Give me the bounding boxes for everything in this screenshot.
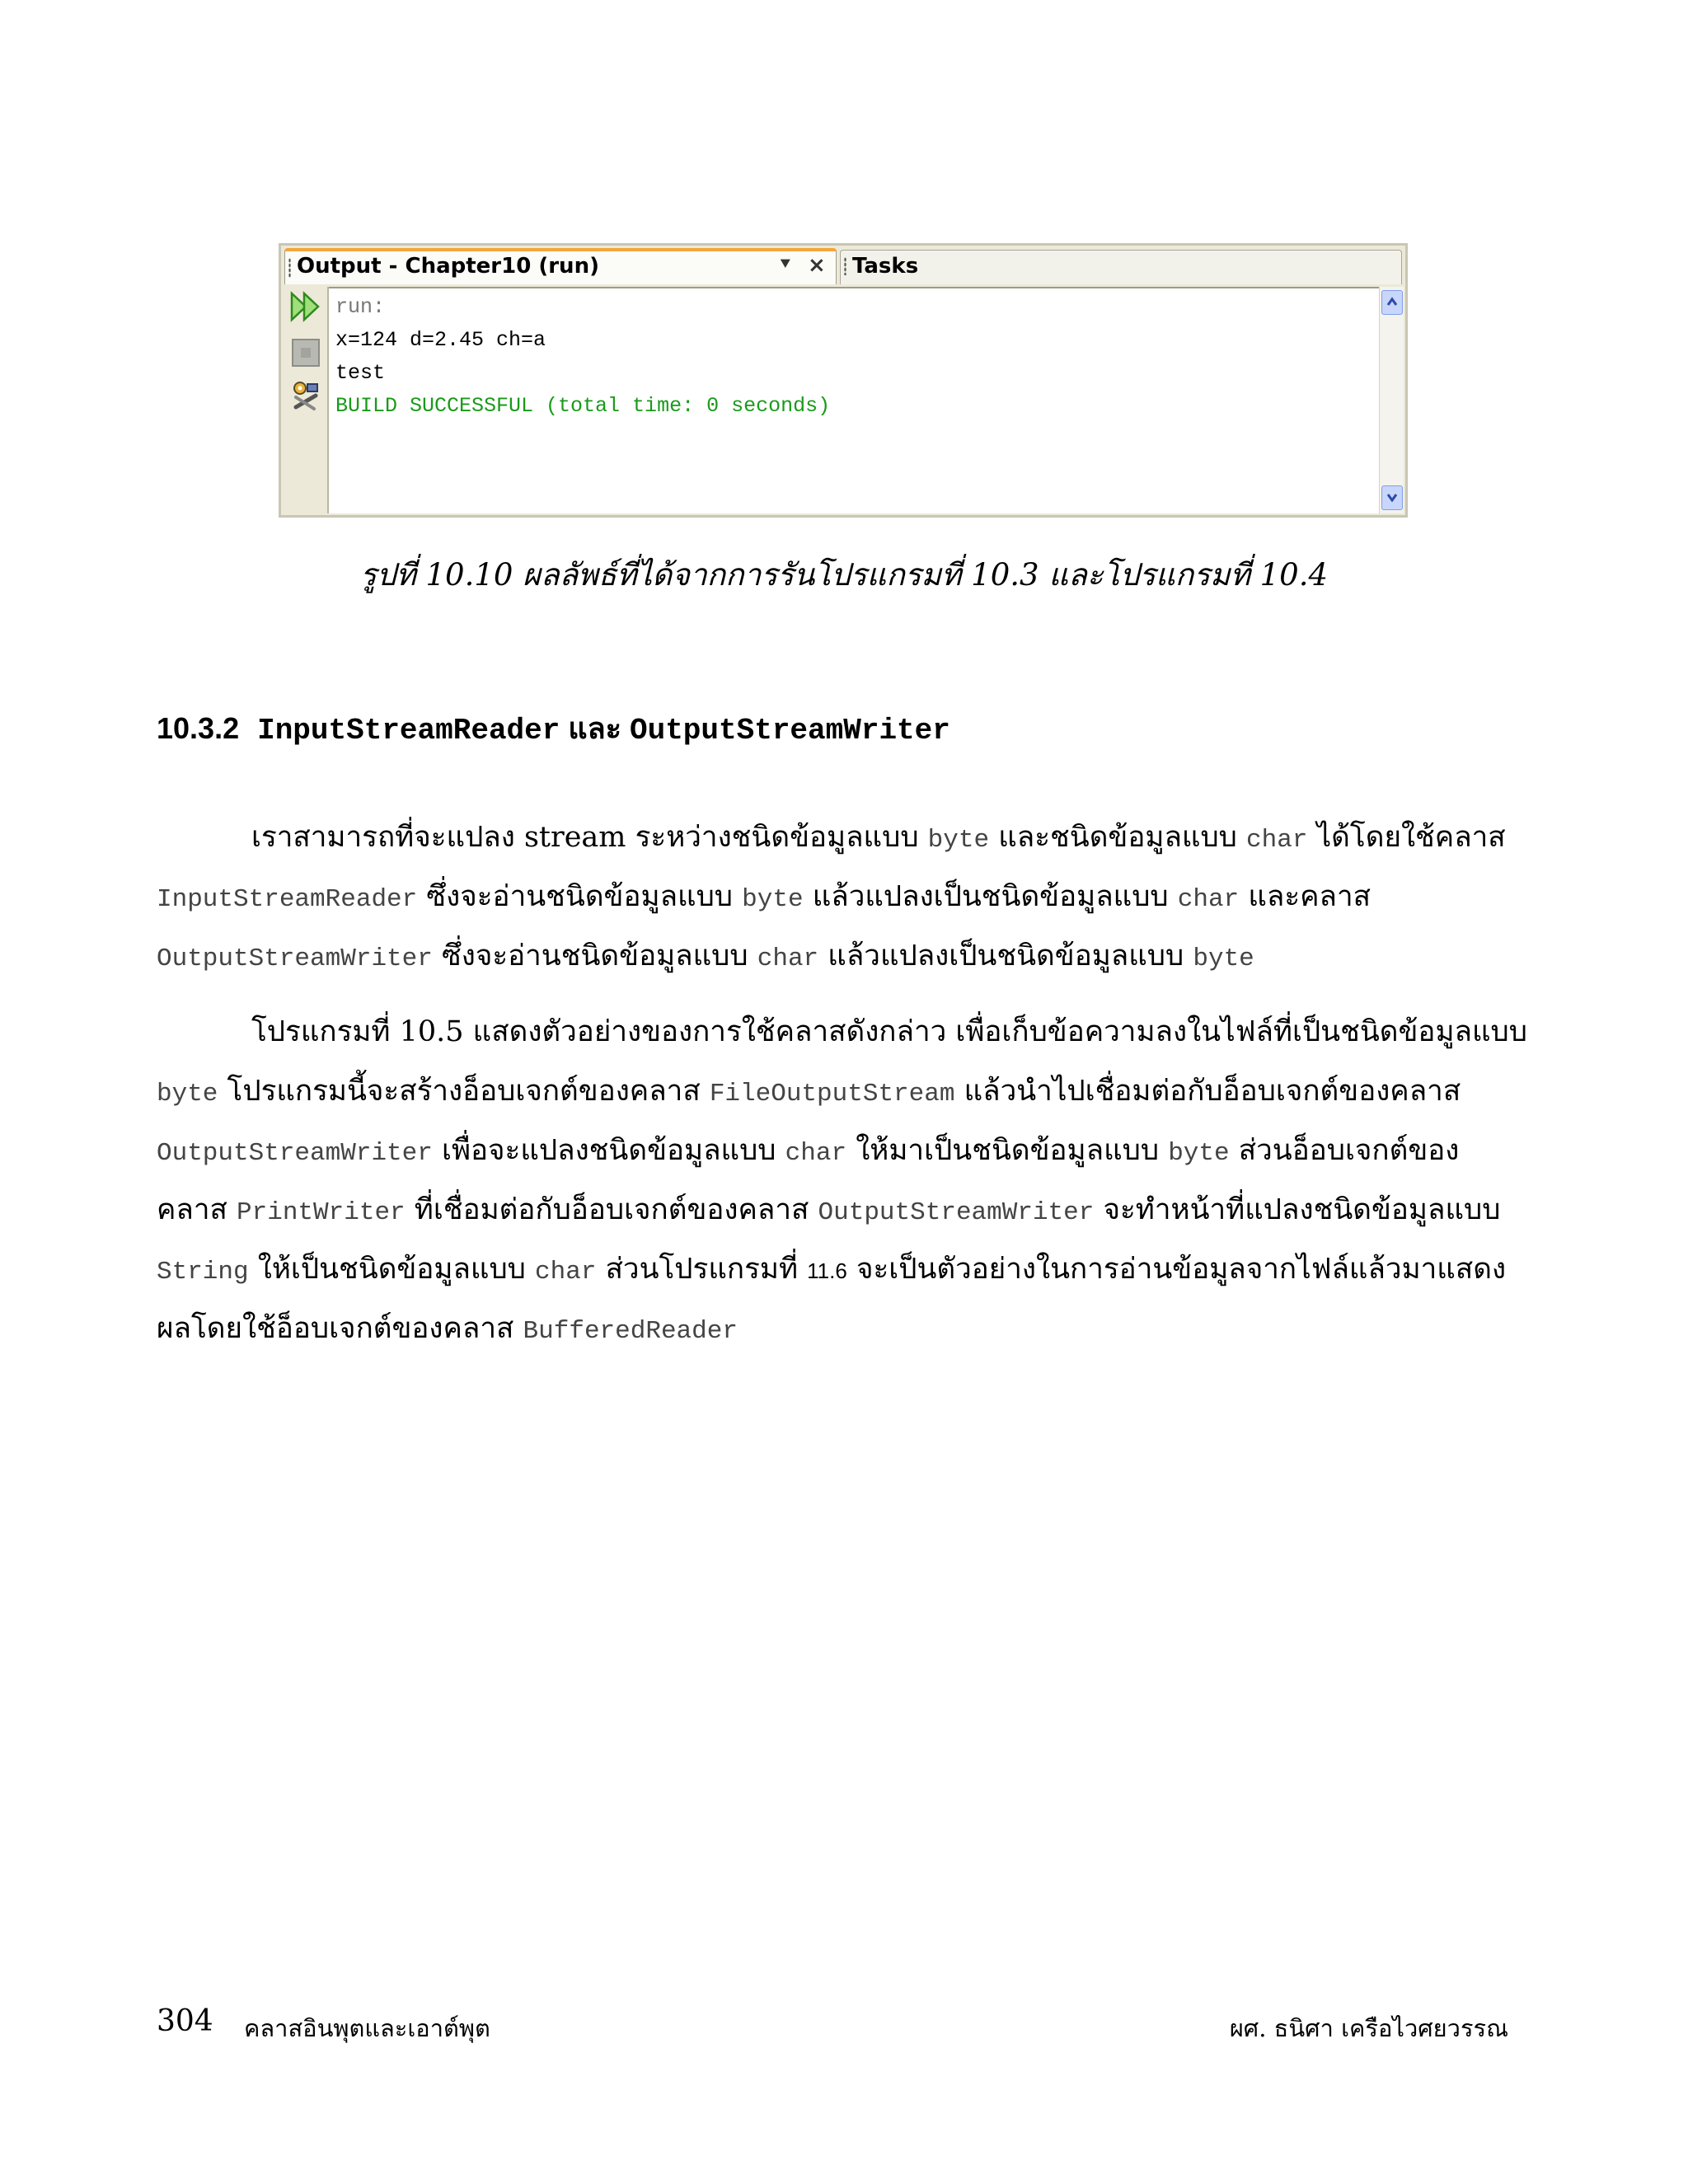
wrench-icon bbox=[289, 379, 322, 412]
tab-tasks[interactable] bbox=[840, 250, 1402, 284]
text: ได้โดยใช้คลาส bbox=[1307, 821, 1506, 854]
code: byte bbox=[1193, 944, 1254, 973]
footer-author: ผศ. ธนิศา เครือไวศยวรรณ bbox=[1229, 2014, 1508, 2042]
text: จะทำหน้าที่แปลงชนิดข้อมูลแบบ bbox=[1094, 1193, 1501, 1226]
ide-tab-bar bbox=[281, 246, 1405, 287]
section-heading bbox=[157, 705, 950, 752]
code: BufferedReader bbox=[523, 1317, 738, 1346]
section-conjunction: และ bbox=[568, 711, 621, 745]
text: ส่วนโปรแกรมที่ bbox=[596, 1253, 808, 1286]
code: InputStreamReader bbox=[157, 885, 418, 914]
section-class-1: InputStreamReader bbox=[257, 714, 560, 748]
code: char bbox=[1246, 826, 1308, 855]
code: FileOutputStream bbox=[709, 1080, 955, 1108]
code: char bbox=[757, 944, 819, 973]
text: คลาส bbox=[157, 1193, 237, 1226]
page-number: 304 bbox=[157, 2004, 213, 2038]
dropdown-icon[interactable]: ⯆ bbox=[778, 255, 793, 275]
code: char bbox=[535, 1258, 597, 1286]
text: เพื่อจะแปลงชนิดข้อมูลแบบ bbox=[432, 1134, 785, 1167]
rerun-button[interactable] bbox=[289, 290, 322, 323]
console-line: x=124 d=2.45 ch=a bbox=[335, 328, 546, 352]
drag-grip-icon[interactable] bbox=[288, 258, 291, 278]
stop-icon bbox=[289, 336, 322, 369]
code: byte bbox=[157, 1080, 218, 1108]
tab-output-label: Output - Chapter10 (run) bbox=[297, 254, 599, 279]
paragraph-line bbox=[251, 819, 1506, 859]
paragraph-line bbox=[157, 1073, 1461, 1113]
code: char bbox=[785, 1139, 847, 1168]
stop-button[interactable] bbox=[289, 336, 322, 369]
vertical-scrollbar[interactable] bbox=[1379, 287, 1404, 513]
scroll-up-button[interactable] bbox=[1381, 290, 1403, 315]
code: OutputStreamWriter bbox=[157, 1139, 433, 1168]
chevron-up-icon bbox=[1386, 297, 1398, 307]
console-line: BUILD SUCCESSFUL (total time: 0 seconds) bbox=[335, 394, 831, 418]
paragraph-line bbox=[157, 1132, 1459, 1172]
text: แล้วแปลงเป็นชนิดข้อมูลแบบ bbox=[818, 940, 1193, 972]
text: แล้วนำไปเชื่อมต่อกับอ็อบเจกต์ของคลาส bbox=[954, 1075, 1461, 1108]
text: โปรแกรมนี้จะสร้างอ็อบเจกต์ของคลาส bbox=[218, 1075, 710, 1108]
console-line: run: bbox=[335, 295, 386, 319]
section-class-2: OutputStreamWriter bbox=[630, 714, 950, 748]
ide-output-window bbox=[279, 243, 1408, 518]
text: ซึ่งจะอ่านชนิดข้อมูลแบบ bbox=[417, 880, 743, 913]
code: char bbox=[1177, 885, 1240, 914]
code: PrintWriter bbox=[237, 1198, 406, 1227]
rerun-icon bbox=[289, 290, 322, 323]
text: แล้วแปลงเป็นชนิดข้อมูลแบบ bbox=[803, 880, 1178, 913]
tab-tasks-label: Tasks bbox=[852, 254, 919, 279]
text: ซึ่งจะอ่านชนิดข้อมูลแบบ bbox=[432, 940, 757, 972]
text: เราสามารถที่จะแปลง stream ระหว่างชนิดข้อมูลแบบ bbox=[251, 821, 928, 854]
close-icon[interactable]: × bbox=[808, 253, 826, 278]
text: ส่วนอ็อบเจกต์ของ bbox=[1229, 1134, 1460, 1167]
figure-caption: รูปที่ 10.10 ผลลัพธ์ที่ได้จากการรันโปรแกรมที่ 10.3 และโปรแกรมที่ 10.4 bbox=[359, 557, 1328, 593]
paragraph-line bbox=[157, 1310, 738, 1350]
text: ผลโดยใช้อ็อบเจกต์ของคลาส bbox=[157, 1312, 523, 1345]
program-number: 11.6 bbox=[807, 1258, 847, 1283]
code: String bbox=[157, 1258, 249, 1286]
paragraph-line bbox=[157, 1251, 1506, 1291]
paragraph-line bbox=[157, 1192, 1500, 1231]
drag-grip-icon[interactable] bbox=[844, 257, 846, 275]
output-console[interactable] bbox=[329, 287, 1379, 513]
code: byte bbox=[927, 826, 990, 855]
tab-output[interactable] bbox=[284, 248, 837, 284]
paragraph-line bbox=[251, 1014, 1527, 1050]
code: OutputStreamWriter bbox=[818, 1198, 1095, 1227]
scroll-down-button[interactable] bbox=[1381, 485, 1403, 510]
text: ให้มาเป็นชนิดข้อมูลแบบ bbox=[846, 1134, 1169, 1167]
paragraph-line bbox=[157, 938, 1254, 977]
chevron-down-icon bbox=[1386, 492, 1398, 502]
section-number: 10.3.2 bbox=[157, 711, 240, 745]
text: และคลาส bbox=[1239, 880, 1371, 913]
output-toolbar bbox=[283, 287, 329, 513]
code: byte bbox=[742, 885, 804, 914]
code: OutputStreamWriter bbox=[157, 944, 433, 973]
text: โปรแกรมที่ 10.5 แสดงตัวอย่างของการใช้คลาสดังกล่าว เพื่อเก็บข้อความลงในไฟล์ที่เป็นชนิดข้อมูลแบบ bbox=[251, 1015, 1527, 1048]
paragraph-line bbox=[157, 879, 1371, 918]
text: ให้เป็นชนิดข้อมูลแบบ bbox=[248, 1253, 536, 1286]
code: byte bbox=[1168, 1139, 1230, 1168]
settings-button[interactable] bbox=[289, 379, 322, 412]
text: ที่เชื่อมต่อกับอ็อบเจกต์ของคลาส bbox=[405, 1193, 818, 1226]
text: และชนิดข้อมูลแบบ bbox=[989, 821, 1247, 854]
text: จะเป็นตัวอย่างในการอ่านข้อมูลจากไฟล์แล้วมาแสดง bbox=[846, 1253, 1507, 1286]
footer-topic: คลาสอินพุตและเอาต์พุต bbox=[244, 2014, 490, 2042]
console-line: test bbox=[335, 361, 386, 385]
